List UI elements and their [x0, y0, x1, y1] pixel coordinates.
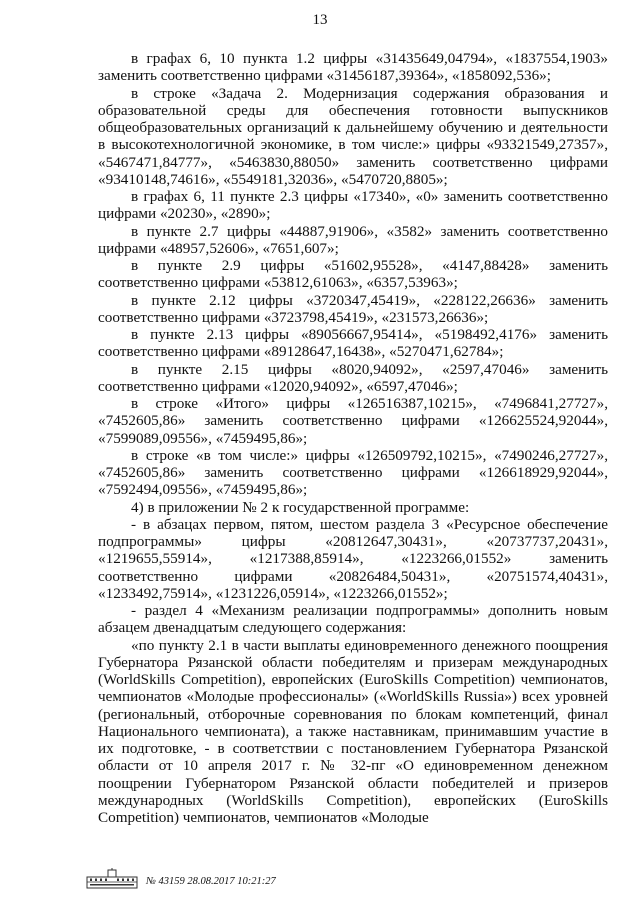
paragraph: «по пункту 2.1 в части выплаты единовременного денежного поощрения Губернатора Рязанской области победителям и призерам международных (WorldSkills Competition), европейских (EuroSkills Competition) чемпионатов, чемпионатов «Молодые профессионалы» («WorldSkills Russia») всех уровней (региональный, отборочные соревнования по блокам компетенций, финал Национального чемпионата), а также наставникам, принимавшим участие в их подготовке, - в соответствии с постановлением Губернатора Рязанской области от 10 апреля 2017 г. № 32-пг «О единовременном денежном поощрении Губернатором Рязанской области победителей и призеров международных (WorldSkills Competition), европейских (EuroSkills Competition) чемпионатов, чемпионатов «Молодые — [98, 636, 608, 826]
page-number: 13 — [312, 12, 328, 28]
paragraph: в строке «Итого» цифры «126516387,10215», «7496841,27727», «7452605,86» заменить соответственно цифрами «126625524,92044», «7599089,09556», «7459495,86»; — [98, 395, 608, 447]
paragraph: в пункте 2.13 цифры «89056667,95414», «5198492,4176» заменить соответственно цифрами «89128647,16438», «5270471,62784»; — [98, 326, 608, 361]
registry-stamp-icon — [86, 868, 138, 890]
paragraph: в строке «Задача 2. Модернизация содержания образования и образовательной среды для обеспечения готовности выпускников общеобразовательных организаций к дальнейшему обучению и деятельности в высокотехнологичной экономике, в том числе:» цифры «93321549,27357», «5467471,84777», «5463830,88050» заменить соответственно цифрами «93410148,74616», «5549181,32036», «5470720,8805»; — [98, 84, 608, 188]
document-footer — [86, 866, 276, 890]
paragraph: в строке «в том числе:» цифры «126509792,10215», «7490246,27727», «7452605,86» заменить соответственно цифрами «126618929,92044», «7592494,09556», «7459495,86»; — [98, 446, 608, 499]
registration-info: № 43159 28.08.2017 10:21:27 — [146, 876, 276, 887]
paragraph: 4) в приложении № 2 к государственной программе: — [131, 498, 470, 516]
paragraph: в графах 6, 10 пункта 1.2 цифры «31435649,04794», «1837554,1903» заменить соответственно цифрами «31456187,39364», «1858092,536»; — [98, 50, 608, 85]
paragraph: в пункте 2.7 цифры «44887,91906», «3582» заменить соответственно цифрами «48957,52606», «7651,607»; — [98, 222, 608, 257]
document-body — [98, 50, 608, 826]
paragraph: в графах 6, 11 пункте 2.3 цифры «17340», «0» заменить соответственно цифрами «20230», «2890»; — [98, 188, 608, 223]
paragraph: в пункте 2.9 цифры «51602,95528», «4147,88428» заменить соответственно цифрами «53812,61063», «6357,53963»; — [98, 257, 608, 292]
paragraph: - раздел 4 «Механизм реализации подпрограммы» дополнить новым абзацем двенадцатым следующего содержания: — [98, 602, 608, 637]
paragraph: в пункте 2.12 цифры «3720347,45419», «228122,26636» заменить соответственно цифрами «3723798,45419», «231573,26636»; — [98, 291, 608, 326]
paragraph: - в абзацах первом, пятом, шестом раздела 3 «Ресурсное обеспечение подпрограммы» цифры «20812647,30431», «20737737,20431», «1219655,55914», «1217388,85914», «1223266,01552» заменить соответственно цифрами «20826484,50431», «20751574,40431», «1233492,75914», «1231226,05914», «1223266,01552»; — [98, 515, 608, 602]
paragraph: в пункте 2.15 цифры «8020,94092», «2597,47046» заменить соответственно цифрами «12020,94092», «6597,47046»; — [98, 360, 608, 395]
